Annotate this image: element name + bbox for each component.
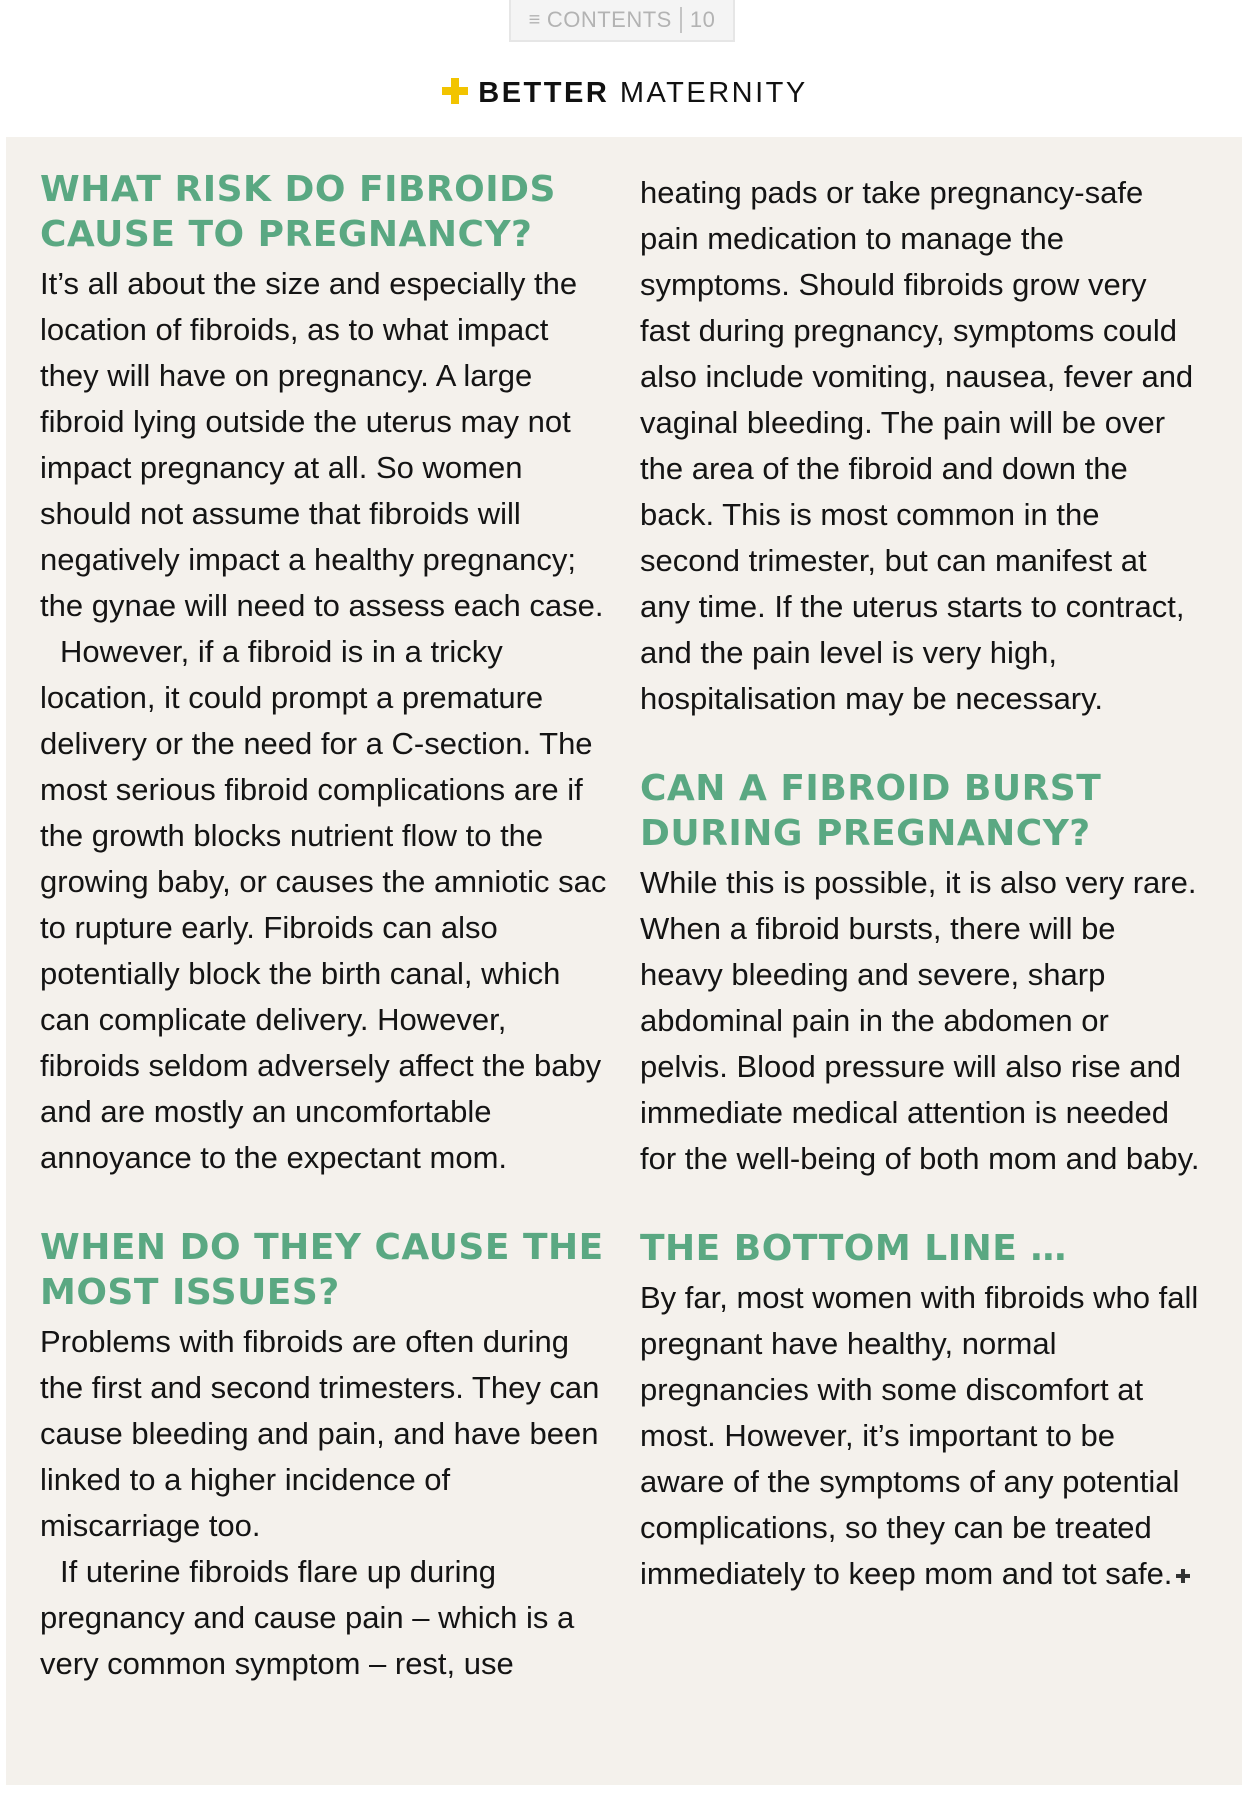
contents-button[interactable] <box>509 0 735 42</box>
contents-label: CONTENTS <box>546 7 672 32</box>
article-page <box>6 137 1242 1785</box>
body-paragraph: If uterine fibroids flare up during pregnancy and cause pain – which is a very common symptom – rest, use <box>40 1554 575 1681</box>
section-heading: THE BOTTOM LINE … <box>640 1228 1067 1269</box>
section-masthead <box>0 76 1250 110</box>
section-heading: WHEN DO THEY CAUSE THE MOST ISSUES? <box>40 1227 604 1313</box>
menu-icon: ≡ <box>528 8 541 31</box>
body-paragraph: heating pads or take pregnancy-safe pain medication to manage the symptoms. Should fibroids grow very fast during pregnancy, symptoms could also include vomiting, nausea, fever and vaginal bleeding. The pain will be over the area of the fibroid and down the back. This is most common in the second trimester, but can manifest at any time. If the uterus starts to contract, and the pain level is very high, hospitalisation may be necessary. <box>640 175 1194 716</box>
body-paragraph <box>640 1275 1200 1597</box>
section-heading: CAN A FIBROID BURST DURING PREGNANCY? <box>640 768 1102 854</box>
end-mark-icon <box>1176 1569 1190 1583</box>
body-paragraph: However, if a fibroid is in a tricky location, it could prompt a premature delivery or the need for a C-section. The most serious fibroid complications are if the growth blocks nutrient flow to the growing baby, or causes the amniotic sac to rupture early. Fibroids can also potentially block the birth canal, which can complicate delivery. However, fibroids seldom adversely affect the baby and are mostly an uncomfortable annoyance to the expectant mom. <box>40 634 607 1175</box>
masthead-brand-bold: BETTER <box>478 77 610 109</box>
cross-icon <box>442 78 468 104</box>
page-number: 10 <box>689 7 716 32</box>
right-column <box>640 170 1200 1597</box>
section-heading: WHAT RISK DO FIBROIDS CAUSE TO PREGNANCY? <box>40 169 556 255</box>
body-paragraph: It’s all about the size and especially the location of fibroids, as to what impact they will have on pregnancy. A large fibroid lying outside the uterus may not impact pregnancy at all. So women should not assume that fibroids will negatively impact a healthy pregnancy; the gynae will need to assess each case. <box>40 266 604 623</box>
divider <box>680 7 682 33</box>
body-paragraph: While this is possible, it is also very rare. When a fibroid bursts, there will be heavy bleeding and severe, sharp abdominal pain in the abdomen or pelvis. Blood pressure will also rise and immediate medical attention is needed for the well-being of both mom and baby. <box>640 865 1200 1176</box>
masthead-brand-regular: MATERNITY <box>619 77 808 109</box>
closing-text: By far, most women with fibroids who fall pregnant have healthy, normal pregnancies with some discomfort at most. However, it’s important to be aware of the symptoms of any potential complications, so they can be treated immediately to keep mom and tot safe. <box>640 1280 1199 1591</box>
left-column <box>40 167 610 1687</box>
body-paragraph: Problems with fibroids are often during the first and second trimesters. They can cause bleeding and pain, and have been linked to a higher incidence of miscarriage too. <box>40 1324 600 1543</box>
